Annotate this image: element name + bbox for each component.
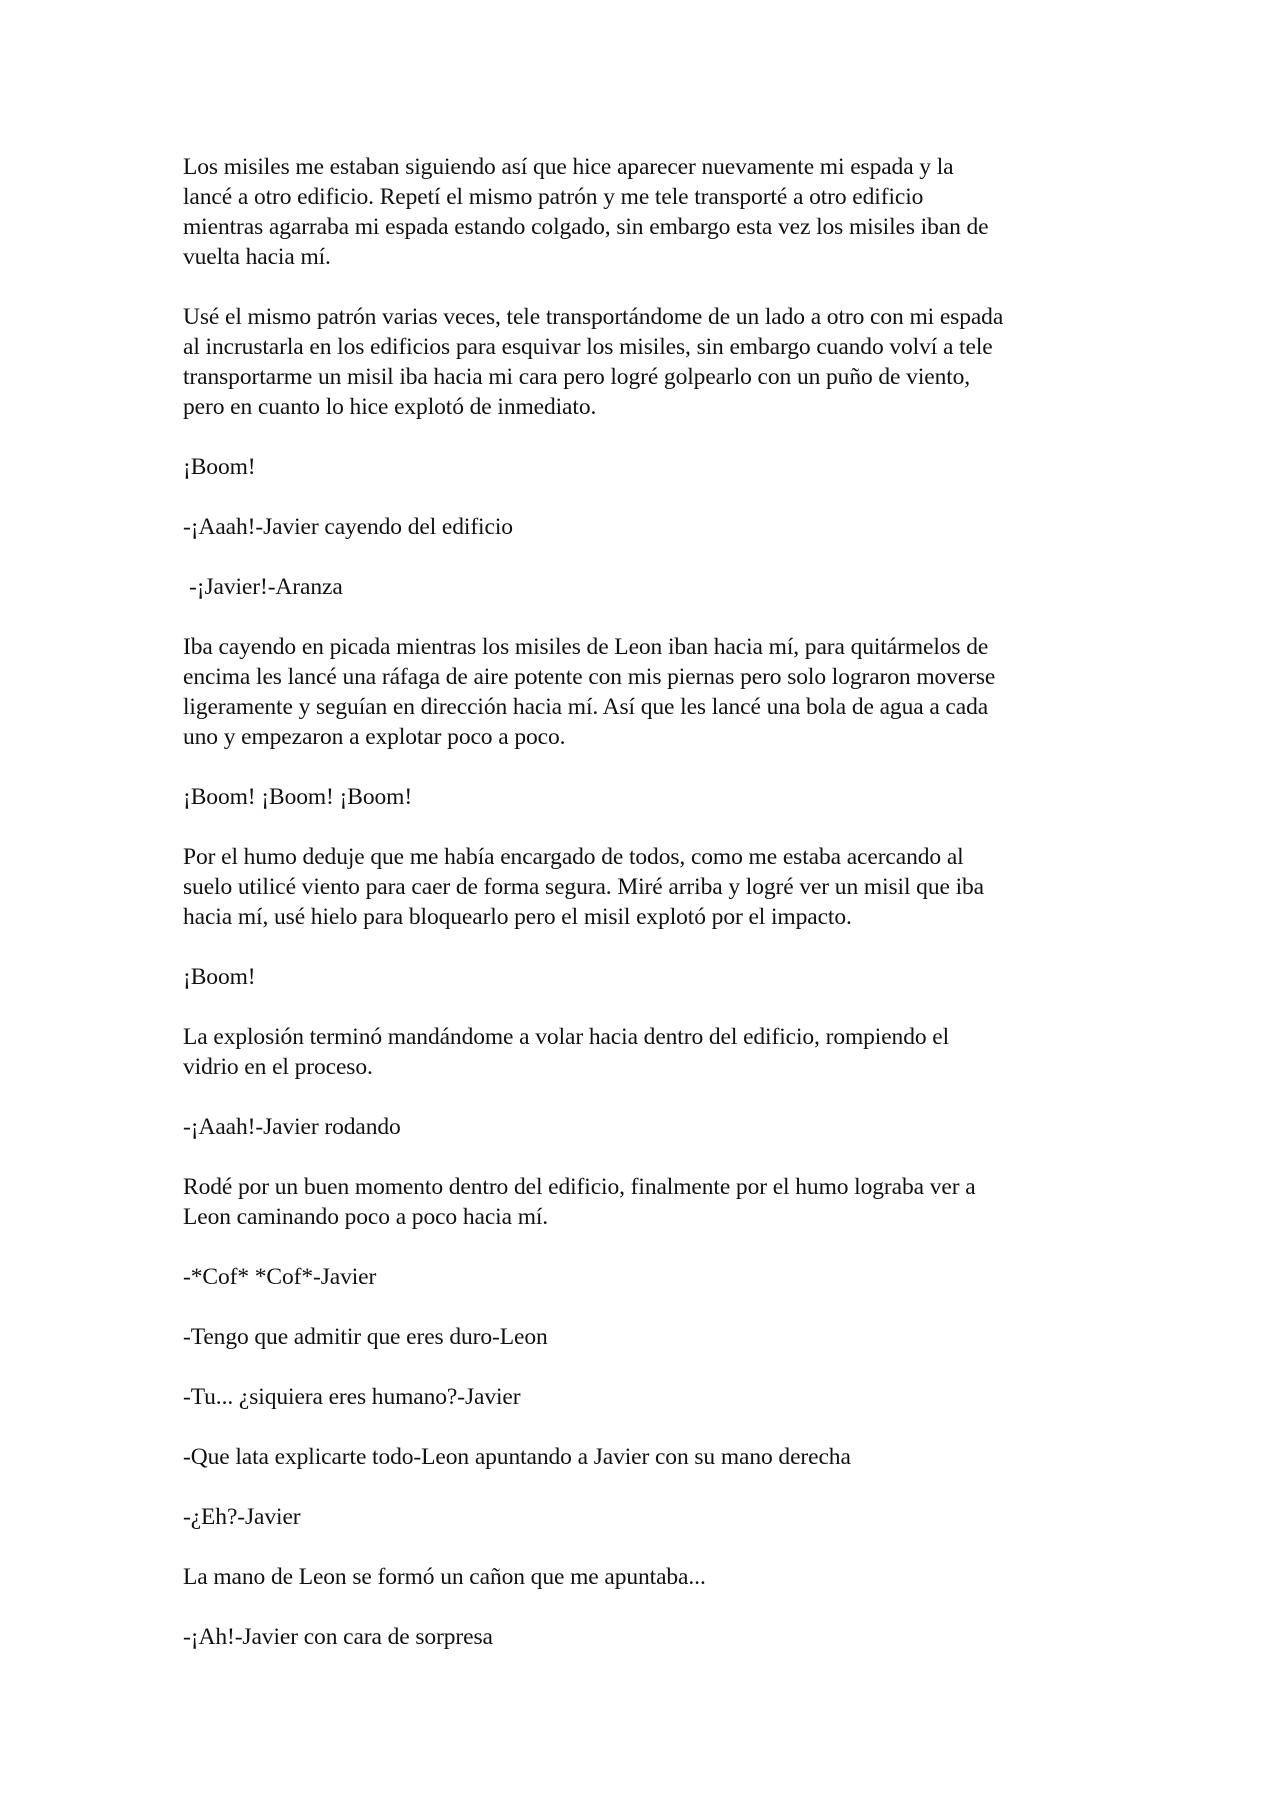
text-line: encima les lancé una ráfaga de aire potente con mis piernas pero solo lograron moverse	[183, 664, 996, 690]
text-line: vidrio en el proceso.	[183, 1054, 373, 1080]
text-line: hacia mí, usé hielo para bloquearlo pero el misil explotó por el impacto.	[183, 904, 852, 930]
sound-effect-line	[183, 962, 1113, 992]
text-line: al incrustarla en los edificios para esquivar los misiles, sin embargo cuando volví a tele	[183, 334, 993, 360]
text-line: -*Cof* *Cof*-Javier	[183, 1264, 377, 1290]
text-line: -¡Ah!-Javier con cara de sorpresa	[183, 1624, 493, 1650]
text-line: -¡Aaah!-Javier rodando	[183, 1114, 401, 1140]
text-line: -Tengo que admitir que eres duro-Leon	[183, 1324, 548, 1350]
text-line: -¿Eh?-Javier	[183, 1504, 301, 1530]
text-line: ¡Boom!	[183, 964, 256, 990]
text-line: -¡Javier!-Aranza	[189, 574, 343, 600]
dialogue-line	[183, 1382, 1113, 1412]
narration-paragraph	[183, 152, 1113, 272]
text-line: mientras agarraba mi espada estando colgado, sin embargo esta vez los misiles iban de	[183, 214, 989, 240]
document-body	[183, 152, 1113, 1682]
text-line: lancé a otro edificio. Repetí el mismo patrón y me tele transporté a otro edificio	[183, 184, 924, 210]
dialogue-line	[183, 1622, 1113, 1652]
dialogue-line	[183, 1442, 1113, 1472]
text-line: pero en cuanto lo hice explotó de inmediato.	[183, 394, 597, 420]
dialogue-line	[183, 1112, 1113, 1142]
text-line: La mano de Leon se formó un cañon que me apuntaba...	[183, 1564, 706, 1590]
dialogue-line	[183, 1262, 1113, 1292]
text-line: Leon caminando poco a poco hacia mí.	[183, 1204, 549, 1230]
text-line: suelo utilicé viento para caer de forma segura. Miré arriba y logré ver un misil que iba	[183, 874, 984, 900]
text-line: -Que lata explicarte todo-Leon apuntando a Javier con su mano derecha	[183, 1444, 851, 1470]
narration-paragraph	[183, 1562, 1113, 1592]
narration-paragraph	[183, 1172, 1113, 1232]
dialogue-line	[183, 1502, 1113, 1532]
text-line: -¡Aaah!-Javier cayendo del edificio	[183, 514, 513, 540]
sound-effect-line	[183, 782, 1113, 812]
dialogue-line	[183, 1322, 1113, 1352]
text-line: ligeramente y seguían en dirección hacia mí. Así que les lancé una bola de agua a cada	[183, 694, 989, 720]
text-line: Los misiles me estaban siguiendo así que hice aparecer nuevamente mi espada y la	[183, 154, 954, 180]
text-line: ¡Boom!	[183, 454, 256, 480]
narration-paragraph	[183, 632, 1113, 752]
text-line: uno y empezaron a explotar poco a poco.	[183, 724, 566, 750]
text-line: Rodé por un buen momento dentro del edificio, finalmente por el humo lograba ver a	[183, 1174, 976, 1200]
text-line: La explosión terminó mandándome a volar hacia dentro del edificio, rompiendo el	[183, 1024, 950, 1050]
text-line: transportarme un misil iba hacia mi cara pero logré golpearlo con un puño de viento,	[183, 364, 971, 390]
text-line: ¡Boom! ¡Boom! ¡Boom!	[183, 784, 413, 810]
text-line: vuelta hacia mí.	[183, 244, 331, 270]
narration-paragraph	[183, 842, 1113, 932]
sound-effect-line	[183, 452, 1113, 482]
narration-paragraph	[183, 302, 1113, 422]
text-line: Iba cayendo en picada mientras los misiles de Leon iban hacia mí, para quitármelos de	[183, 634, 989, 660]
dialogue-line	[183, 572, 1113, 602]
dialogue-line	[183, 512, 1113, 542]
narration-paragraph	[183, 1022, 1113, 1082]
text-line: -Tu... ¿siquiera eres humano?-Javier	[183, 1384, 521, 1410]
text-line: Por el humo deduje que me había encargado de todos, como me estaba acercando al	[183, 844, 964, 870]
text-line: Usé el mismo patrón varias veces, tele transportándome de un lado a otro con mi espada	[183, 304, 1004, 330]
